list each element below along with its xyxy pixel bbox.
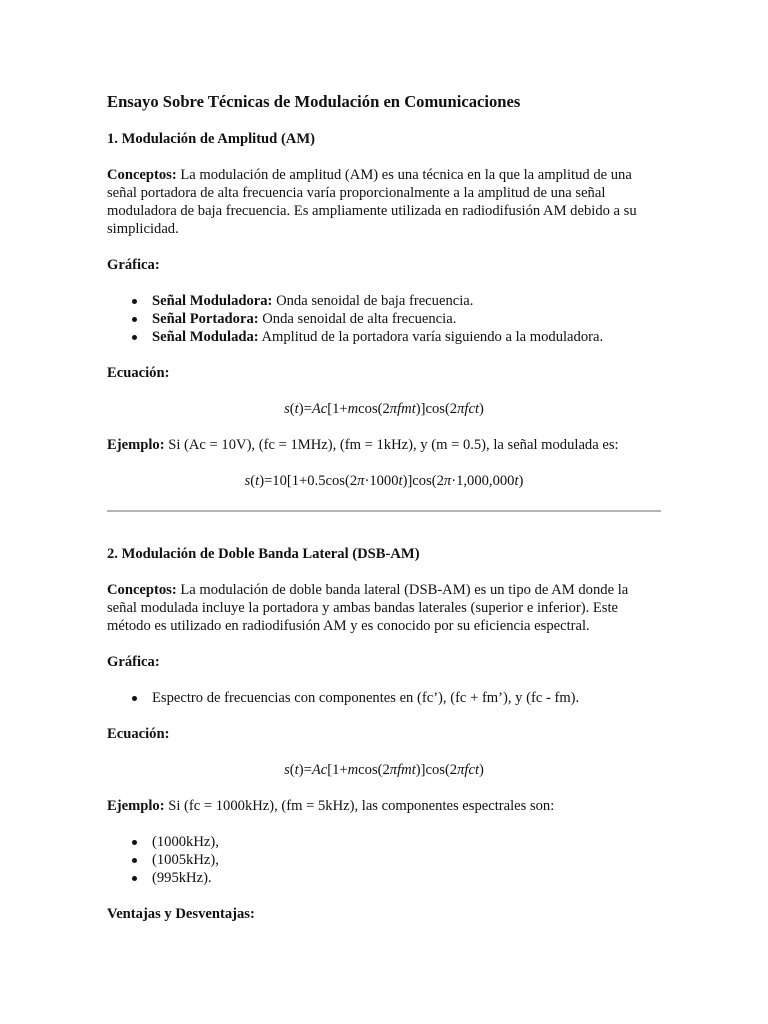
concepts-label: Conceptos: <box>107 167 177 183</box>
section-1-concepts <box>107 166 661 238</box>
section-1-example <box>107 436 661 454</box>
list-item: Espectro de frecuencias con componentes en (fc’), (fc + fm’), y (fc - fm). <box>152 689 661 707</box>
section-2-heading: 2. Modulación de Doble Banda Lateral (DSB-AM) <box>107 546 420 562</box>
section-1-example-equation: s(t)=10[1+0.5cos(2π·1000t)]cos(2π·1,000,000t) <box>244 473 524 489</box>
section-2-advantages-label: Ventajas y Desventajas: <box>107 906 255 922</box>
bullet-label: Señal Moduladora: <box>152 293 273 309</box>
list-item <box>152 292 661 310</box>
bullet-text: Onda senoidal de alta frecuencia. <box>258 311 457 327</box>
example-text: Si (fc = 1000kHz), (fm = 5kHz), las componentes espectrales son: <box>164 798 555 814</box>
section-1-equation: s(t)=Ac[1+mcos(2πfmt)]cos(2πfct) <box>284 401 484 417</box>
concepts-text: La modulación de amplitud (AM) es una técnica en la que la amplitud de una señal portadora de alta frecuencia varía proporcionalmente a la amplitud de una señal moduladora de baja frecuencia. Es ampliamente utilizada en radiodifusión AM debido a su simplicidad. <box>107 167 637 237</box>
list-item <box>152 310 661 328</box>
section-1-graph-label: Gráfica: <box>107 257 160 273</box>
document-page <box>107 92 661 923</box>
section-2-example <box>107 797 661 815</box>
list-item: (1000kHz), <box>152 833 661 851</box>
section-2-concepts <box>107 581 661 635</box>
section-1-graph-list <box>107 292 661 346</box>
list-item: (995kHz). <box>152 869 661 887</box>
concepts-label: Conceptos: <box>107 582 177 598</box>
list-item: (1005kHz), <box>152 851 661 869</box>
section-2-equation: s(t)=Ac[1+mcos(2πfmt)]cos(2πfct) <box>284 762 484 778</box>
example-text: Si (Ac = 10V), (fc = 1MHz), (fm = 1kHz), y (m = 0.5), la señal modulada es: <box>164 437 619 453</box>
list-item <box>152 328 661 346</box>
example-label: Ejemplo: <box>107 798 165 814</box>
document-title: Ensayo Sobre Técnicas de Modulación en Comunicaciones <box>107 92 521 111</box>
section-2-components-list <box>107 833 661 887</box>
section-1-equation-label: Ecuación: <box>107 365 170 381</box>
section-2-graph-label: Gráfica: <box>107 654 160 670</box>
section-1-heading: 1. Modulación de Amplitud (AM) <box>107 131 315 147</box>
section-2-equation-label: Ecuación: <box>107 726 170 742</box>
bullet-text: Onda senoidal de baja frecuencia. <box>272 293 474 309</box>
example-label: Ejemplo: <box>107 437 165 453</box>
section-2-graph-list <box>107 689 661 707</box>
bullet-text: Amplitud de la portadora varía siguiendo a la moduladora. <box>258 329 604 345</box>
bullet-label: Señal Modulada: <box>152 329 259 345</box>
bullet-label: Señal Portadora: <box>152 311 259 327</box>
concepts-text: La modulación de doble banda lateral (DSB-AM) es un tipo de AM donde la señal modulada incluye la portadora y ambas bandas laterales (superior e inferior). Este método es utilizado en radiodifusión AM y es conocido por su eficiencia espectral. <box>107 582 629 634</box>
